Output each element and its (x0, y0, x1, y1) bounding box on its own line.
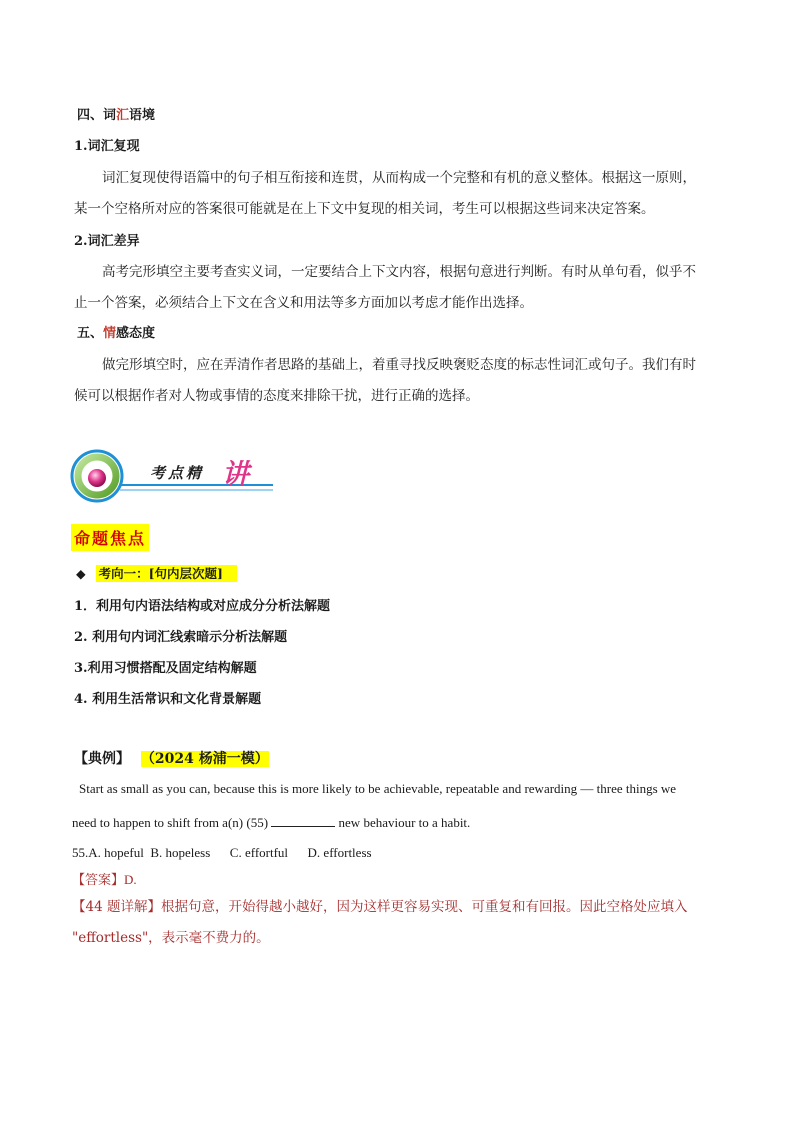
direction-label: 考向一：[句内层次题] (96, 565, 237, 582)
paragraph-line: 某一个空格所对应的答案很可能就是在上下文中复现的相关词，考生可以根据这些词来决定答案。 (74, 201, 655, 217)
example-sentence-line2 (72, 814, 470, 831)
explanation-text: 根据句意，开始得越小越好，因为这样更容易实现、可重复和有回报。因此空格处应填入 (160, 899, 688, 915)
focus-title: 命题焦点 (71, 524, 149, 551)
explanation-label: 【44 题详解】 (72, 899, 161, 915)
section5-title-part-c: 感态度 (116, 326, 156, 341)
section5-title-part-b: 情 (103, 326, 117, 341)
diamond-bullet-icon: ◆ (76, 566, 86, 581)
example-sentence-line1: Start as small as you can, because this is more likely to be achievable, repeatable and rewarding — three things we (79, 781, 677, 796)
list-item: 2. 利用句内词汇线索暗示分析法解题 (74, 630, 288, 645)
banner-big-char: 讲 (222, 459, 249, 490)
section5-title (77, 322, 155, 341)
paragraph-line: 止一个答案，必须结合上下文在含义和用法等多方面加以考虑才能作出选择。 (74, 295, 533, 311)
paragraph-line: 词汇复现使得语篇中的句子相互衔接和连贯，从而构成一个完整和有机的意义整体。根据这一原则， (102, 170, 696, 186)
example-sentence-part-a: need to happen to shift from a(n) (55) (72, 815, 272, 830)
paragraph-line: 候可以根据作者对人物或事情的态度来排除干扰，进行正确的选择。 (74, 388, 479, 404)
list-item: 3.利用习惯搭配及固定结构解题 (74, 661, 257, 676)
explanation-line2: "effortless"，表示毫不费力的。 (72, 930, 270, 946)
banner-text: 考点精 (150, 464, 205, 482)
example-options: 55.A. hopeful B. hopeless C. effortful D. effortless (72, 845, 372, 860)
example-sentence-part-b: new behaviour to a habit. (335, 815, 471, 830)
example-header (74, 748, 269, 768)
subheading-vocab-recurrence: 1.词汇复现 (74, 139, 140, 154)
answer-blank (271, 814, 335, 827)
direction-line (76, 564, 237, 582)
section4-title-part-c: 语境 (129, 108, 156, 123)
answer-line (72, 869, 137, 888)
answer-value: D. (124, 872, 137, 887)
list-item: 1．利用句内语法结构或对应成分分析法解题 (74, 599, 331, 614)
example-label: 【典例】 (74, 751, 130, 767)
answer-label: 【答案】 (72, 873, 125, 888)
list-item: 4. 利用生活常识和文化背景解题 (74, 692, 262, 707)
paragraph-line: 高考完形填空主要考查实义词，一定要结合上下文内容，根据句意进行判断。有时从单句看，似乎不 (102, 264, 696, 280)
paragraph-line: 做完形填空时，应在弄清作者思路的基础上，着重寻找反映褒贬态度的标志性词汇或句子。我们有时 (102, 357, 696, 373)
example-source: （2024 杨浦一模） (140, 751, 269, 767)
subheading-vocab-difference: 2.词汇差异 (74, 234, 140, 249)
section4-title-part-b: 汇 (116, 108, 130, 123)
section4-title-part-a: 四、词 (77, 108, 117, 123)
explanation-line1 (72, 895, 687, 915)
section5-title-part-a: 五、 (77, 326, 104, 341)
section4-title (77, 104, 155, 123)
